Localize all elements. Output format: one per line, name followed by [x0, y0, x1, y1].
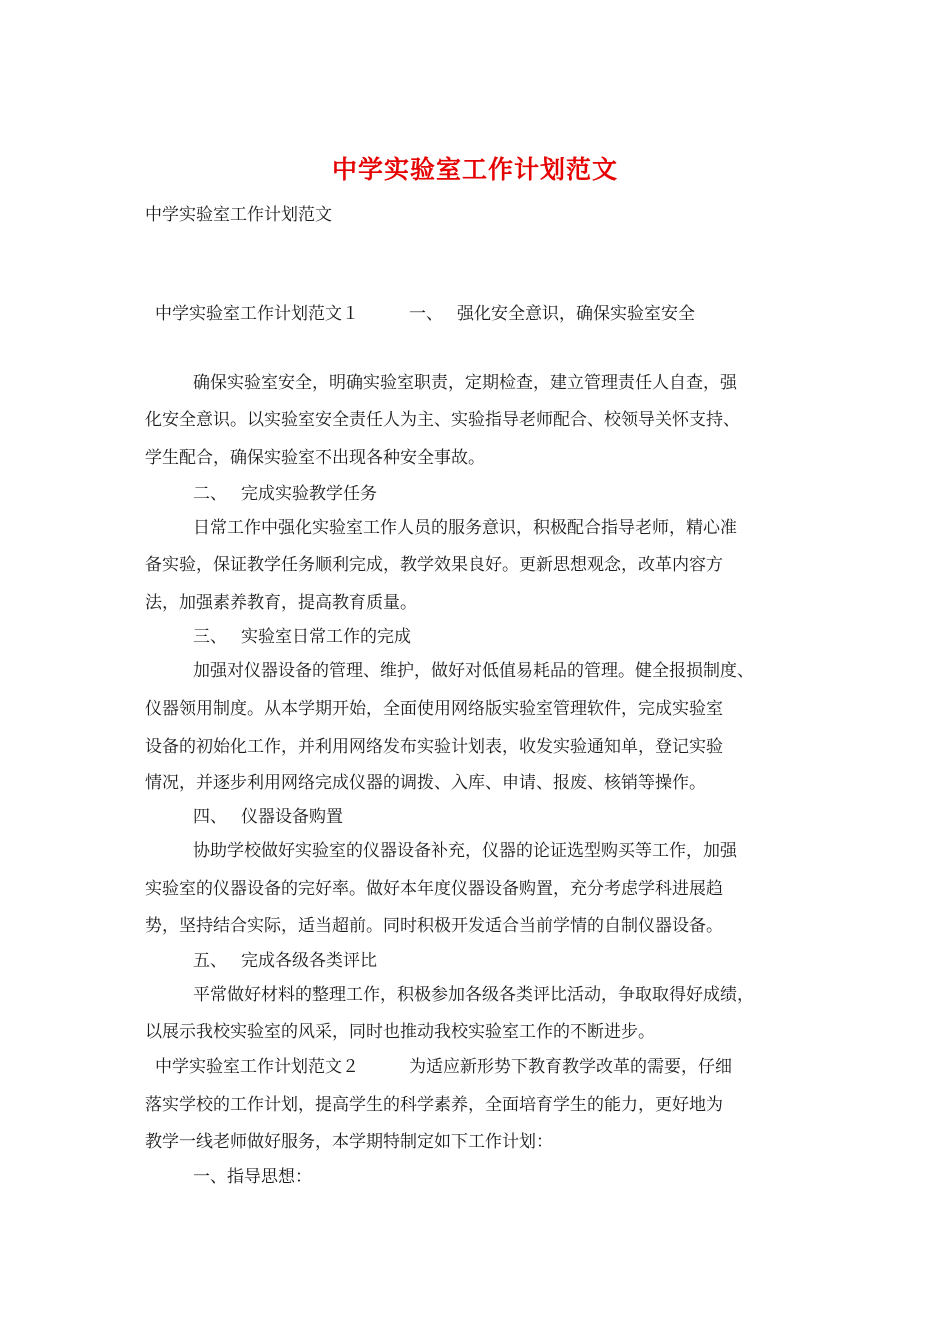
- paragraph-line: 以展示我校实验室的风采，同时也推动我校实验室工作的不断进步。: [145, 1022, 655, 1042]
- section-heading: 中学实验室工作计划范文２: [155, 1057, 359, 1077]
- paragraph-line: 备实验，保证教学任务顺利完成，教学效果良好。更新思想观念，改革内容方: [145, 555, 723, 575]
- paragraph-line: 协助学校做好实验室的仪器设备补充，仪器的论证选型购买等工作，加强: [193, 841, 737, 861]
- paragraph-line: 情况，并逐步利用网络完成仪器的调拨、入库、申请、报废、核销等操作。: [145, 773, 706, 793]
- paragraph-line: 实验室的仪器设备的完好率。做好本年度仪器设备购置，充分考虑学科进展趋: [145, 879, 723, 899]
- section-heading: 三、 实验室日常工作的完成: [193, 627, 411, 647]
- section-heading: 二、 完成实验教学任务: [193, 484, 377, 504]
- section-heading: 强化安全意识，确保实验室安全: [457, 304, 695, 324]
- section-heading: 一、指导思想：: [193, 1167, 312, 1187]
- paragraph-line: 仪器领用制度。从本学期开始，全面使用网络版实验室管理软件，完成实验室: [145, 699, 723, 719]
- document-subtitle: 中学实验室工作计划范文: [145, 205, 332, 225]
- paragraph-line: 法，加强素养教育，提高教育质量。: [145, 593, 417, 613]
- paragraph-line: 化安全意识。以实验室安全责任人为主、实验指导老师配合、校领导关怀支持、: [145, 410, 740, 430]
- paragraph-line: 教学一线老师做好服务，本学期特制定如下工作计划：: [145, 1132, 553, 1152]
- paragraph-line: 势，坚持结合实际，适当超前。同时积极开发适合当前学情的自制仪器设备。: [145, 916, 723, 936]
- paragraph-line: [155, 302, 695, 326]
- paragraph-line: 设备的初始化工作，并利用网络发布实验计划表，收发实验通知单，登记实验: [145, 737, 723, 757]
- paragraph-line: 平常做好材料的整理工作，积极参加各级各类评比活动，争取取得好成绩，: [193, 985, 754, 1005]
- paragraph-line: 中学实验室工作计划范文２ 为适应新形势下教育教学改革的需要，仔细: [155, 1057, 732, 1077]
- document-title: 中学实验室工作计划范文: [331, 155, 618, 184]
- section-heading: 中学实验室工作计划范文１: [155, 304, 359, 324]
- paragraph-line: 加强对仪器设备的管理、维护，做好对低值易耗品的管理。健全报损制度、: [193, 661, 754, 681]
- paragraph-line: 学生配合，确保实验室不出现各种安全事故。: [145, 448, 485, 468]
- section-heading: 五、 完成各级各类评比: [193, 951, 377, 971]
- section-number: 一、: [409, 304, 443, 324]
- paragraph-line: 日常工作中强化实验室工作人员的服务意识，积极配合指导老师，精心准: [193, 518, 737, 538]
- paragraph-line: 落实学校的工作计划，提高学生的科学素养，全面培育学生的能力，更好地为: [145, 1095, 723, 1115]
- paragraph-line: 确保实验室安全，明确实验室职责，定期检查，建立管理责任人自查，强: [193, 373, 737, 393]
- section-heading: 四、 仪器设备购置: [193, 807, 343, 827]
